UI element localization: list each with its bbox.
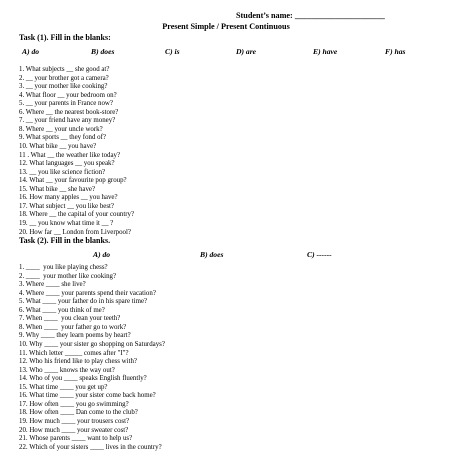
question-item: 17. What subject __ you like best?: [19, 202, 114, 210]
question-item: 13. Who ____ knows the way out?: [19, 366, 115, 374]
question-item: 22. Which of your sisters ____ lives in the country?: [19, 443, 162, 451]
question-item: 18. How often ____ Dan come to the club?: [19, 409, 138, 417]
question-item: 19. How much ____ your trousers cost?: [19, 417, 130, 425]
question-item: 5. What ____ your father do in his spare time?: [19, 298, 148, 306]
question-item: 14. Who of you ____ speaks English fluently?: [19, 375, 147, 383]
task2-option-b: B) does: [200, 250, 224, 259]
task1-option-c: C) is: [165, 47, 180, 56]
question-item: 10. Why ____ your sister go shopping on Saturdays?: [19, 340, 165, 348]
question-item: 11. Which letter _____ comes after "I"?: [19, 349, 129, 357]
task1-option-b: B) does: [91, 47, 115, 56]
question-item: 3. Where ____ she live?: [19, 281, 86, 289]
question-item: 7. When ____ you clean your teeth?: [19, 315, 121, 323]
question-item: 4. Where ____ your parents spend their vacation?: [19, 289, 156, 297]
question-item: 14. What __ your favourite pop group?: [19, 177, 127, 185]
task2-option-a: A) do: [93, 250, 111, 259]
question-item: 16. How many apples __ you have?: [19, 194, 118, 202]
task2-options: [0, 250, 452, 260]
question-item: 20. How much ____ your sweater cost?: [19, 426, 129, 434]
question-item: 17. How often ____ you go swimming?: [19, 400, 129, 408]
question-item: 8. When ____ your father go to work?: [19, 323, 127, 331]
task1-option-a: A) do: [22, 47, 40, 56]
task1-option-d: D) are: [236, 47, 257, 56]
question-item: 10. What bike __ you have?: [19, 142, 97, 150]
question-item: 2. ____ your mother like cooking?: [19, 272, 117, 280]
question-item: 21. Whose parents ____ want to help us?: [19, 435, 133, 442]
task2-heading: Task (2). Fill in the blanks.: [19, 236, 111, 245]
question-item: 15. What bike __ she have?: [19, 185, 96, 193]
task1-option-e: E) have: [313, 47, 338, 56]
student-name-field: Student’s name: ______________________: [236, 11, 385, 20]
question-item: 6. What ____ you think of me?: [19, 306, 105, 314]
question-item: 6. Where __ the nearest book-store?: [19, 108, 119, 116]
question-item: 13. __ you like science fiction?: [19, 168, 106, 176]
question-item: 4. What floor __ your bedroom on?: [19, 91, 117, 99]
question-item: 3. __ your mother like cooking?: [19, 83, 108, 91]
question-item: 11 . What __ the weather like today?: [19, 151, 121, 159]
task1-option-f: F) has: [385, 47, 406, 56]
task1-options: [0, 47, 452, 57]
question-item: 19. __ you know what time it __ ?: [19, 219, 114, 227]
question-item: 12. What languages __ you speak?: [19, 160, 115, 168]
question-item: 7. __ your friend have any money?: [19, 117, 116, 125]
question-item: 1. What subjects __ she good at?: [19, 66, 110, 73]
question-item: 5. __ your parents in France now?: [19, 100, 113, 108]
task2-option-c: C) ------: [307, 250, 332, 259]
question-item: 1. ____ you like playing chess?: [19, 264, 108, 271]
task1-heading: Task (1). Fill in the blanks:: [19, 33, 111, 42]
question-item: 9. Why ____ they learn poems by heart?: [19, 332, 131, 340]
question-item: 15. What time ____ you get up?: [19, 383, 108, 391]
page-title: Present Simple / Present Continuous: [162, 22, 290, 31]
question-item: 9. What sports __ they fond of?: [19, 134, 106, 142]
question-item: 20. How far __ London from Liverpool?: [19, 228, 131, 236]
question-item: 18. Where __ the capital of your country?: [19, 211, 135, 219]
question-item: 16. What time ____ your sister come back home?: [19, 392, 156, 400]
question-item: 8. Where __ your uncle work?: [19, 125, 103, 133]
question-item: 2. __ your brother got a camera?: [19, 74, 109, 82]
question-item: 12. Who his friend like to play chess with?: [19, 358, 137, 366]
